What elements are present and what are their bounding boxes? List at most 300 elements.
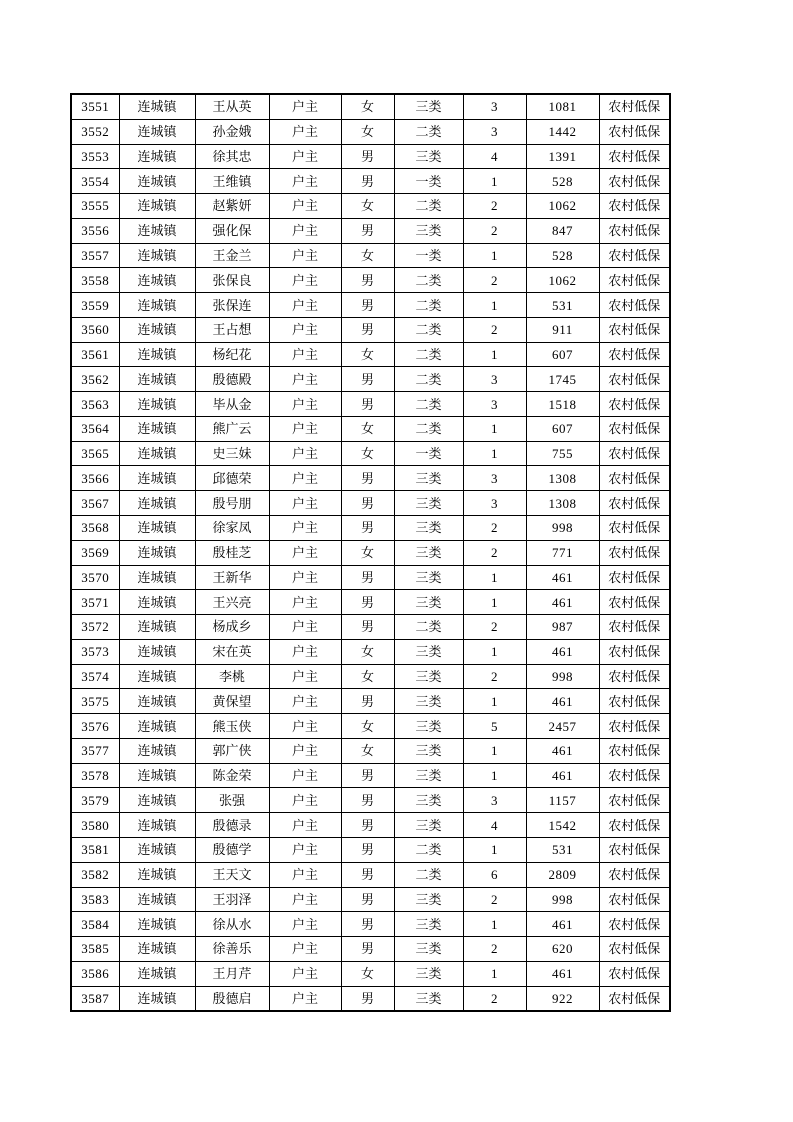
cell-gender: 男 — [341, 986, 394, 1011]
cell-name: 李桃 — [195, 664, 269, 689]
cell-name: 殷德启 — [195, 986, 269, 1011]
cell-welfare-type: 农村低保 — [599, 837, 670, 862]
table-row — [71, 763, 670, 788]
cell-amount: 528 — [526, 169, 599, 194]
cell-household-relation: 户主 — [269, 986, 341, 1011]
cell-serial-number: 3572 — [71, 615, 119, 640]
cell-amount: 620 — [526, 937, 599, 962]
cell-serial-number: 3556 — [71, 218, 119, 243]
cell-household-size: 2 — [463, 268, 526, 293]
cell-town: 连城镇 — [119, 268, 195, 293]
cell-welfare-type: 农村低保 — [599, 615, 670, 640]
table-row — [71, 194, 670, 219]
cell-name: 王新华 — [195, 565, 269, 590]
cell-serial-number: 3583 — [71, 887, 119, 912]
cell-category: 一类 — [394, 169, 463, 194]
cell-amount: 2457 — [526, 714, 599, 739]
cell-name: 殷德学 — [195, 837, 269, 862]
cell-household-relation: 户主 — [269, 119, 341, 144]
cell-category: 三类 — [394, 986, 463, 1011]
cell-welfare-type: 农村低保 — [599, 441, 670, 466]
table-row — [71, 342, 670, 367]
cell-gender: 男 — [341, 590, 394, 615]
cell-welfare-type: 农村低保 — [599, 392, 670, 417]
cell-amount: 771 — [526, 540, 599, 565]
cell-household-size: 2 — [463, 887, 526, 912]
cell-town: 连城镇 — [119, 937, 195, 962]
cell-amount: 987 — [526, 615, 599, 640]
cell-amount: 911 — [526, 317, 599, 342]
cell-category: 三类 — [394, 689, 463, 714]
cell-amount: 922 — [526, 986, 599, 1011]
cell-household-relation: 户主 — [269, 689, 341, 714]
cell-category: 二类 — [394, 615, 463, 640]
cell-town: 连城镇 — [119, 94, 195, 119]
table-row — [71, 94, 670, 119]
cell-household-relation: 户主 — [269, 862, 341, 887]
cell-serial-number: 3568 — [71, 516, 119, 541]
cell-household-relation: 户主 — [269, 615, 341, 640]
cell-gender: 男 — [341, 862, 394, 887]
cell-serial-number: 3558 — [71, 268, 119, 293]
cell-gender: 男 — [341, 912, 394, 937]
cell-household-relation: 户主 — [269, 416, 341, 441]
cell-household-size: 3 — [463, 94, 526, 119]
cell-amount: 1391 — [526, 144, 599, 169]
cell-gender: 女 — [341, 243, 394, 268]
cell-household-relation: 户主 — [269, 169, 341, 194]
cell-serial-number: 3552 — [71, 119, 119, 144]
cell-household-size: 1 — [463, 565, 526, 590]
cell-household-relation: 户主 — [269, 714, 341, 739]
cell-name: 黄保望 — [195, 689, 269, 714]
cell-town: 连城镇 — [119, 689, 195, 714]
cell-town: 连城镇 — [119, 169, 195, 194]
cell-serial-number: 3577 — [71, 738, 119, 763]
cell-household-relation: 户主 — [269, 912, 341, 937]
table-row — [71, 788, 670, 813]
cell-town: 连城镇 — [119, 912, 195, 937]
cell-welfare-type: 农村低保 — [599, 268, 670, 293]
cell-town: 连城镇 — [119, 367, 195, 392]
cell-gender: 男 — [341, 565, 394, 590]
cell-gender: 女 — [341, 664, 394, 689]
cell-amount: 461 — [526, 912, 599, 937]
cell-welfare-type: 农村低保 — [599, 862, 670, 887]
cell-household-relation: 户主 — [269, 342, 341, 367]
cell-name: 赵紫妍 — [195, 194, 269, 219]
cell-name: 殷桂芝 — [195, 540, 269, 565]
cell-category: 三类 — [394, 144, 463, 169]
cell-welfare-type: 农村低保 — [599, 119, 670, 144]
cell-serial-number: 3563 — [71, 392, 119, 417]
cell-name: 王兴亮 — [195, 590, 269, 615]
cell-household-relation: 户主 — [269, 94, 341, 119]
cell-name: 张保良 — [195, 268, 269, 293]
cell-household-relation: 户主 — [269, 887, 341, 912]
cell-household-relation: 户主 — [269, 937, 341, 962]
cell-household-relation: 户主 — [269, 788, 341, 813]
cell-gender: 男 — [341, 317, 394, 342]
cell-name: 杨成乡 — [195, 615, 269, 640]
cell-serial-number: 3561 — [71, 342, 119, 367]
cell-serial-number: 3559 — [71, 293, 119, 318]
cell-household-size: 1 — [463, 639, 526, 664]
cell-household-size: 3 — [463, 788, 526, 813]
cell-gender: 男 — [341, 813, 394, 838]
cell-name: 徐善乐 — [195, 937, 269, 962]
cell-gender: 男 — [341, 788, 394, 813]
cell-name: 郭广侠 — [195, 738, 269, 763]
cell-serial-number: 3566 — [71, 466, 119, 491]
cell-amount: 2809 — [526, 862, 599, 887]
cell-serial-number: 3570 — [71, 565, 119, 590]
cell-household-size: 2 — [463, 540, 526, 565]
cell-town: 连城镇 — [119, 664, 195, 689]
cell-amount: 1518 — [526, 392, 599, 417]
cell-serial-number: 3553 — [71, 144, 119, 169]
cell-household-relation: 户主 — [269, 243, 341, 268]
cell-amount: 1542 — [526, 813, 599, 838]
cell-town: 连城镇 — [119, 887, 195, 912]
cell-gender: 女 — [341, 738, 394, 763]
cell-name: 王月芹 — [195, 961, 269, 986]
cell-welfare-type: 农村低保 — [599, 144, 670, 169]
cell-amount: 1745 — [526, 367, 599, 392]
cell-town: 连城镇 — [119, 639, 195, 664]
cell-category: 一类 — [394, 441, 463, 466]
cell-serial-number: 3569 — [71, 540, 119, 565]
cell-town: 连城镇 — [119, 466, 195, 491]
cell-name: 强化保 — [195, 218, 269, 243]
cell-amount: 1308 — [526, 491, 599, 516]
cell-welfare-type: 农村低保 — [599, 689, 670, 714]
table-row — [71, 516, 670, 541]
cell-household-size: 4 — [463, 144, 526, 169]
cell-amount: 461 — [526, 590, 599, 615]
cell-serial-number: 3580 — [71, 813, 119, 838]
cell-household-relation: 户主 — [269, 540, 341, 565]
table-row — [71, 664, 670, 689]
cell-household-relation: 户主 — [269, 837, 341, 862]
cell-gender: 女 — [341, 342, 394, 367]
cell-category: 三类 — [394, 466, 463, 491]
cell-serial-number: 3567 — [71, 491, 119, 516]
cell-town: 连城镇 — [119, 986, 195, 1011]
cell-town: 连城镇 — [119, 961, 195, 986]
cell-category: 三类 — [394, 788, 463, 813]
cell-name: 杨纪花 — [195, 342, 269, 367]
cell-category: 一类 — [394, 243, 463, 268]
table-row — [71, 961, 670, 986]
table-row — [71, 317, 670, 342]
table-row — [71, 862, 670, 887]
cell-town: 连城镇 — [119, 119, 195, 144]
cell-welfare-type: 农村低保 — [599, 887, 670, 912]
cell-amount: 1062 — [526, 268, 599, 293]
cell-household-size: 1 — [463, 763, 526, 788]
cell-amount: 755 — [526, 441, 599, 466]
cell-household-size: 2 — [463, 664, 526, 689]
cell-name: 史三妹 — [195, 441, 269, 466]
table-row — [71, 615, 670, 640]
cell-name: 殷号朋 — [195, 491, 269, 516]
cell-serial-number: 3551 — [71, 94, 119, 119]
cell-welfare-type: 农村低保 — [599, 565, 670, 590]
cell-category: 二类 — [394, 392, 463, 417]
cell-household-size: 1 — [463, 738, 526, 763]
cell-town: 连城镇 — [119, 738, 195, 763]
cell-gender: 男 — [341, 392, 394, 417]
cell-household-size: 1 — [463, 441, 526, 466]
cell-gender: 男 — [341, 169, 394, 194]
cell-gender: 男 — [341, 837, 394, 862]
cell-household-size: 3 — [463, 466, 526, 491]
welfare-roster-table — [70, 93, 671, 1012]
cell-gender: 男 — [341, 887, 394, 912]
cell-town: 连城镇 — [119, 565, 195, 590]
cell-town: 连城镇 — [119, 342, 195, 367]
cell-town: 连城镇 — [119, 293, 195, 318]
cell-welfare-type: 农村低保 — [599, 491, 670, 516]
cell-household-size: 1 — [463, 243, 526, 268]
cell-serial-number: 3573 — [71, 639, 119, 664]
cell-category: 三类 — [394, 491, 463, 516]
cell-household-relation: 户主 — [269, 194, 341, 219]
cell-welfare-type: 农村低保 — [599, 986, 670, 1011]
table-row — [71, 392, 670, 417]
table-row — [71, 937, 670, 962]
cell-serial-number: 3554 — [71, 169, 119, 194]
table-row — [71, 813, 670, 838]
cell-serial-number: 3555 — [71, 194, 119, 219]
table-row — [71, 218, 670, 243]
cell-category: 二类 — [394, 293, 463, 318]
cell-name: 王维镇 — [195, 169, 269, 194]
cell-category: 三类 — [394, 540, 463, 565]
cell-welfare-type: 农村低保 — [599, 317, 670, 342]
table-row — [71, 293, 670, 318]
table-row — [71, 268, 670, 293]
cell-amount: 461 — [526, 763, 599, 788]
cell-gender: 男 — [341, 937, 394, 962]
cell-town: 连城镇 — [119, 218, 195, 243]
cell-name: 殷德殿 — [195, 367, 269, 392]
cell-name: 宋在英 — [195, 639, 269, 664]
cell-welfare-type: 农村低保 — [599, 516, 670, 541]
cell-name: 熊广云 — [195, 416, 269, 441]
cell-serial-number: 3578 — [71, 763, 119, 788]
cell-town: 连城镇 — [119, 788, 195, 813]
cell-gender: 女 — [341, 961, 394, 986]
cell-household-size: 1 — [463, 590, 526, 615]
cell-welfare-type: 农村低保 — [599, 813, 670, 838]
cell-category: 二类 — [394, 367, 463, 392]
cell-gender: 男 — [341, 615, 394, 640]
cell-household-size: 1 — [463, 416, 526, 441]
cell-household-relation: 户主 — [269, 516, 341, 541]
cell-name: 张保连 — [195, 293, 269, 318]
cell-household-size: 1 — [463, 293, 526, 318]
cell-amount: 531 — [526, 293, 599, 318]
cell-serial-number: 3560 — [71, 317, 119, 342]
cell-household-relation: 户主 — [269, 367, 341, 392]
cell-category: 三类 — [394, 912, 463, 937]
cell-welfare-type: 农村低保 — [599, 590, 670, 615]
cell-town: 连城镇 — [119, 813, 195, 838]
cell-category: 二类 — [394, 416, 463, 441]
cell-town: 连城镇 — [119, 144, 195, 169]
cell-welfare-type: 农村低保 — [599, 416, 670, 441]
table-row — [71, 912, 670, 937]
table-row — [71, 639, 670, 664]
cell-welfare-type: 农村低保 — [599, 714, 670, 739]
cell-household-size: 3 — [463, 392, 526, 417]
table-row — [71, 441, 670, 466]
cell-gender: 男 — [341, 144, 394, 169]
cell-household-relation: 户主 — [269, 392, 341, 417]
cell-name: 王天文 — [195, 862, 269, 887]
table-row — [71, 837, 670, 862]
cell-welfare-type: 农村低保 — [599, 961, 670, 986]
table-row — [71, 144, 670, 169]
cell-household-relation: 户主 — [269, 565, 341, 590]
cell-name: 徐家凤 — [195, 516, 269, 541]
cell-category: 二类 — [394, 194, 463, 219]
cell-household-relation: 户主 — [269, 317, 341, 342]
cell-name: 王金兰 — [195, 243, 269, 268]
cell-category: 二类 — [394, 342, 463, 367]
cell-welfare-type: 农村低保 — [599, 738, 670, 763]
table-row — [71, 169, 670, 194]
cell-gender: 女 — [341, 639, 394, 664]
cell-welfare-type: 农村低保 — [599, 194, 670, 219]
cell-household-relation: 户主 — [269, 268, 341, 293]
table-row — [71, 714, 670, 739]
cell-household-relation: 户主 — [269, 961, 341, 986]
cell-household-size: 2 — [463, 986, 526, 1011]
cell-welfare-type: 农村低保 — [599, 466, 670, 491]
cell-household-relation: 户主 — [269, 466, 341, 491]
cell-serial-number: 3587 — [71, 986, 119, 1011]
table-row — [71, 119, 670, 144]
cell-welfare-type: 农村低保 — [599, 639, 670, 664]
table-row — [71, 491, 670, 516]
cell-amount: 1442 — [526, 119, 599, 144]
table-row — [71, 565, 670, 590]
cell-gender: 女 — [341, 416, 394, 441]
cell-serial-number: 3579 — [71, 788, 119, 813]
cell-serial-number: 3581 — [71, 837, 119, 862]
cell-town: 连城镇 — [119, 540, 195, 565]
cell-category: 二类 — [394, 268, 463, 293]
cell-town: 连城镇 — [119, 615, 195, 640]
cell-name: 徐从水 — [195, 912, 269, 937]
table-row — [71, 887, 670, 912]
table-row — [71, 540, 670, 565]
cell-household-relation: 户主 — [269, 144, 341, 169]
cell-household-size: 2 — [463, 516, 526, 541]
cell-name: 张强 — [195, 788, 269, 813]
cell-household-size: 1 — [463, 961, 526, 986]
cell-town: 连城镇 — [119, 837, 195, 862]
cell-town: 连城镇 — [119, 862, 195, 887]
cell-gender: 男 — [341, 491, 394, 516]
cell-gender: 女 — [341, 194, 394, 219]
cell-name: 毕从金 — [195, 392, 269, 417]
cell-household-relation: 户主 — [269, 639, 341, 664]
table-row — [71, 738, 670, 763]
cell-town: 连城镇 — [119, 416, 195, 441]
cell-welfare-type: 农村低保 — [599, 342, 670, 367]
cell-town: 连城镇 — [119, 491, 195, 516]
cell-amount: 1062 — [526, 194, 599, 219]
cell-serial-number: 3576 — [71, 714, 119, 739]
cell-household-size: 3 — [463, 367, 526, 392]
cell-gender: 男 — [341, 763, 394, 788]
cell-gender: 男 — [341, 293, 394, 318]
cell-category: 三类 — [394, 813, 463, 838]
cell-serial-number: 3582 — [71, 862, 119, 887]
cell-town: 连城镇 — [119, 441, 195, 466]
cell-household-size: 1 — [463, 342, 526, 367]
cell-amount: 461 — [526, 738, 599, 763]
cell-household-size: 3 — [463, 491, 526, 516]
cell-household-size: 2 — [463, 194, 526, 219]
cell-household-relation: 户主 — [269, 590, 341, 615]
cell-household-relation: 户主 — [269, 813, 341, 838]
cell-amount: 998 — [526, 887, 599, 912]
cell-name: 徐其忠 — [195, 144, 269, 169]
cell-serial-number: 3585 — [71, 937, 119, 962]
cell-household-size: 2 — [463, 615, 526, 640]
cell-household-relation: 户主 — [269, 218, 341, 243]
cell-serial-number: 3564 — [71, 416, 119, 441]
cell-category: 三类 — [394, 664, 463, 689]
cell-category: 三类 — [394, 714, 463, 739]
cell-household-relation: 户主 — [269, 441, 341, 466]
cell-household-size: 4 — [463, 813, 526, 838]
cell-name: 熊玉侠 — [195, 714, 269, 739]
cell-gender: 男 — [341, 367, 394, 392]
cell-name: 王羽泽 — [195, 887, 269, 912]
cell-welfare-type: 农村低保 — [599, 937, 670, 962]
cell-amount: 1308 — [526, 466, 599, 491]
cell-gender: 女 — [341, 441, 394, 466]
cell-gender: 女 — [341, 119, 394, 144]
cell-category: 三类 — [394, 94, 463, 119]
table-row — [71, 367, 670, 392]
cell-town: 连城镇 — [119, 243, 195, 268]
cell-amount: 847 — [526, 218, 599, 243]
cell-welfare-type: 农村低保 — [599, 664, 670, 689]
cell-household-relation: 户主 — [269, 738, 341, 763]
cell-name: 孙金娥 — [195, 119, 269, 144]
cell-household-size: 1 — [463, 169, 526, 194]
cell-category: 三类 — [394, 937, 463, 962]
table-row — [71, 689, 670, 714]
cell-category: 三类 — [394, 763, 463, 788]
cell-category: 三类 — [394, 218, 463, 243]
cell-name: 邱德荣 — [195, 466, 269, 491]
cell-gender: 男 — [341, 466, 394, 491]
cell-category: 二类 — [394, 119, 463, 144]
cell-category: 二类 — [394, 862, 463, 887]
cell-town: 连城镇 — [119, 763, 195, 788]
cell-name: 殷德录 — [195, 813, 269, 838]
cell-household-relation: 户主 — [269, 491, 341, 516]
cell-household-size: 6 — [463, 862, 526, 887]
